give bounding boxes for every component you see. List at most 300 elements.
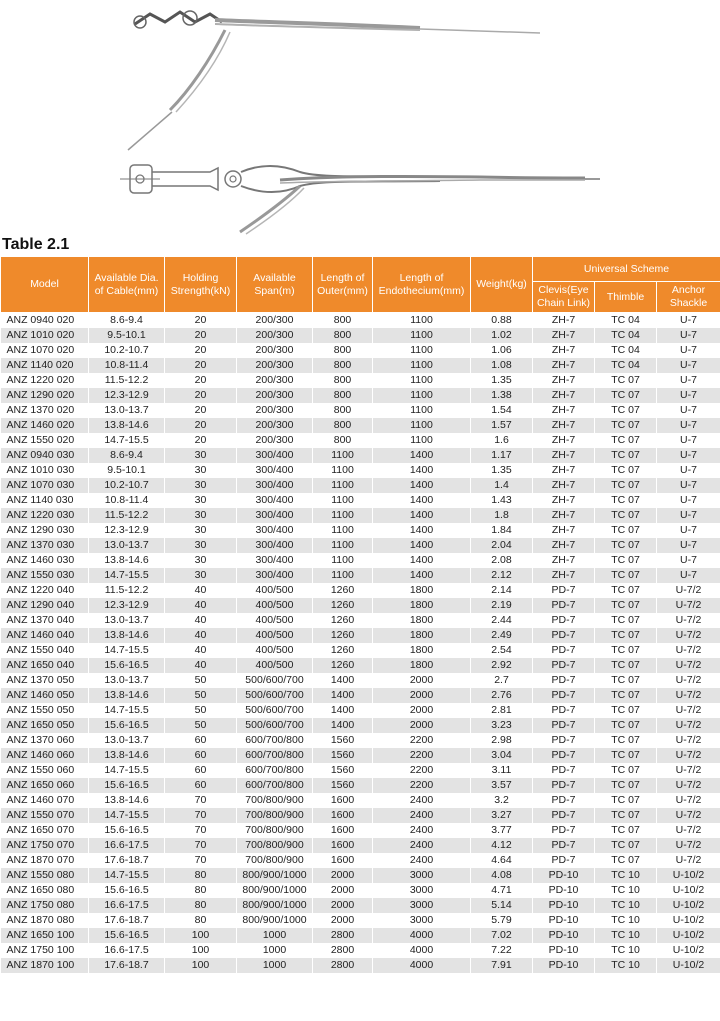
- col-header-model: Model: [1, 257, 89, 313]
- cell-anchor-shackle: U-7: [657, 358, 720, 373]
- cell-model: ANZ 1460 020: [1, 418, 89, 433]
- cell-clevis: ZH-7: [533, 553, 595, 568]
- product-illustration: [0, 0, 720, 253]
- cell-span: 200/300: [237, 358, 313, 373]
- cell-weight: 4.71: [471, 883, 533, 898]
- cell-outer-length: 2800: [313, 943, 373, 958]
- cell-cable-diameter: 13.0-13.7: [89, 613, 165, 628]
- cell-holding-strength: 50: [165, 703, 237, 718]
- table-row: [1, 718, 720, 733]
- cell-cable-diameter: 12.3-12.9: [89, 598, 165, 613]
- table-row: [1, 328, 720, 343]
- cell-outer-length: 1100: [313, 463, 373, 478]
- cell-clevis: PD-7: [533, 643, 595, 658]
- cell-span: 500/600/700: [237, 703, 313, 718]
- cell-span: 500/600/700: [237, 688, 313, 703]
- table-row: [1, 778, 720, 793]
- cell-cable-diameter: 11.5-12.2: [89, 373, 165, 388]
- cell-span: 400/500: [237, 643, 313, 658]
- cell-thimble: TC 07: [595, 688, 657, 703]
- cell-endothecium-length: 1100: [373, 403, 471, 418]
- cell-holding-strength: 30: [165, 568, 237, 583]
- cell-weight: 1.35: [471, 463, 533, 478]
- cell-anchor-shackle: U-7/2: [657, 808, 720, 823]
- cell-span: 300/400: [237, 448, 313, 463]
- cell-anchor-shackle: U-7/2: [657, 748, 720, 763]
- lower-assembly-drawing: [120, 165, 600, 234]
- cell-model: ANZ 1550 080: [1, 868, 89, 883]
- cell-anchor-shackle: U-7/2: [657, 838, 720, 853]
- cell-model: ANZ 1070 020: [1, 343, 89, 358]
- table-row: [1, 463, 720, 478]
- cell-thimble: TC 07: [595, 823, 657, 838]
- cell-weight: 2.12: [471, 568, 533, 583]
- cell-thimble: TC 07: [595, 718, 657, 733]
- cell-cable-diameter: 16.6-17.5: [89, 943, 165, 958]
- cell-clevis: ZH-7: [533, 433, 595, 448]
- cell-anchor-shackle: U-7: [657, 403, 720, 418]
- cell-weight: 3.57: [471, 778, 533, 793]
- cell-anchor-shackle: U-7/2: [657, 823, 720, 838]
- cell-holding-strength: 40: [165, 583, 237, 598]
- cell-model: ANZ 1290 040: [1, 598, 89, 613]
- table-row: [1, 613, 720, 628]
- cell-outer-length: 1600: [313, 808, 373, 823]
- cell-anchor-shackle: U-7: [657, 388, 720, 403]
- cell-clevis: ZH-7: [533, 418, 595, 433]
- cell-weight: 3.27: [471, 808, 533, 823]
- cell-holding-strength: 50: [165, 718, 237, 733]
- cell-endothecium-length: 2400: [373, 793, 471, 808]
- cell-outer-length: 1560: [313, 763, 373, 778]
- cell-holding-strength: 30: [165, 478, 237, 493]
- cell-anchor-shackle: U-7/2: [657, 778, 720, 793]
- cell-cable-diameter: 15.6-16.5: [89, 883, 165, 898]
- cell-span: 800/900/1000: [237, 883, 313, 898]
- cell-holding-strength: 20: [165, 403, 237, 418]
- cell-cable-diameter: 13.0-13.7: [89, 538, 165, 553]
- cell-weight: 2.49: [471, 628, 533, 643]
- cell-anchor-shackle: U-7/2: [657, 733, 720, 748]
- cell-endothecium-length: 1800: [373, 658, 471, 673]
- cell-model: ANZ 1370 030: [1, 538, 89, 553]
- cell-anchor-shackle: U-7/2: [657, 628, 720, 643]
- cell-model: ANZ 1370 050: [1, 673, 89, 688]
- cell-holding-strength: 100: [165, 943, 237, 958]
- cell-outer-length: 800: [313, 343, 373, 358]
- cell-cable-diameter: 14.7-15.5: [89, 643, 165, 658]
- cell-clevis: PD-7: [533, 823, 595, 838]
- table-row: [1, 703, 720, 718]
- cell-clevis: PD-10: [533, 943, 595, 958]
- cell-holding-strength: 70: [165, 853, 237, 868]
- cell-span: 700/800/900: [237, 838, 313, 853]
- cell-cable-diameter: 17.6-18.7: [89, 958, 165, 973]
- cell-outer-length: 800: [313, 403, 373, 418]
- table-caption: Table 2.1: [2, 236, 70, 253]
- cell-anchor-shackle: U-7/2: [657, 718, 720, 733]
- cell-clevis: ZH-7: [533, 388, 595, 403]
- cell-clevis: ZH-7: [533, 568, 595, 583]
- cell-clevis: PD-7: [533, 628, 595, 643]
- cell-holding-strength: 80: [165, 868, 237, 883]
- cell-model: ANZ 1750 100: [1, 943, 89, 958]
- cell-clevis: ZH-7: [533, 403, 595, 418]
- cell-anchor-shackle: U-7/2: [657, 598, 720, 613]
- table-row: [1, 898, 720, 913]
- cell-endothecium-length: 2000: [373, 688, 471, 703]
- cell-span: 300/400: [237, 523, 313, 538]
- cell-outer-length: 2000: [313, 898, 373, 913]
- cell-cable-diameter: 9.5-10.1: [89, 328, 165, 343]
- cell-holding-strength: 30: [165, 538, 237, 553]
- cell-thimble: TC 07: [595, 403, 657, 418]
- cell-model: ANZ 1220 020: [1, 373, 89, 388]
- cell-holding-strength: 30: [165, 553, 237, 568]
- table-row: [1, 883, 720, 898]
- cell-thimble: TC 10: [595, 883, 657, 898]
- cell-clevis: PD-10: [533, 883, 595, 898]
- cell-holding-strength: 20: [165, 313, 237, 329]
- cell-endothecium-length: 1400: [373, 463, 471, 478]
- cell-cable-diameter: 14.7-15.5: [89, 703, 165, 718]
- cell-endothecium-length: 2400: [373, 823, 471, 838]
- cell-anchor-shackle: U-7/2: [657, 583, 720, 598]
- cell-span: 200/300: [237, 418, 313, 433]
- cell-span: 1000: [237, 943, 313, 958]
- cell-weight: 2.14: [471, 583, 533, 598]
- cell-clevis: PD-7: [533, 748, 595, 763]
- cell-cable-diameter: 15.6-16.5: [89, 658, 165, 673]
- col-header-cable-diameter-text: Available Dia. of Cable(mm): [94, 271, 159, 297]
- table-row: [1, 658, 720, 673]
- cell-clevis: PD-7: [533, 793, 595, 808]
- cell-thimble: TC 07: [595, 463, 657, 478]
- cell-anchor-shackle: U-10/2: [657, 898, 720, 913]
- col-header-clevis: [533, 282, 595, 313]
- cell-outer-length: 1600: [313, 793, 373, 808]
- col-header-universal-scheme: Universal Scheme: [533, 257, 720, 282]
- cell-weight: 1.06: [471, 343, 533, 358]
- cell-weight: 5.79: [471, 913, 533, 928]
- cell-weight: 7.22: [471, 943, 533, 958]
- cell-span: 400/500: [237, 598, 313, 613]
- cell-span: 300/400: [237, 553, 313, 568]
- cell-holding-strength: 60: [165, 763, 237, 778]
- cell-weight: 2.92: [471, 658, 533, 673]
- cell-clevis: ZH-7: [533, 493, 595, 508]
- cell-thimble: TC 07: [595, 658, 657, 673]
- cell-endothecium-length: 3000: [373, 868, 471, 883]
- cell-anchor-shackle: U-10/2: [657, 883, 720, 898]
- cell-model: ANZ 1550 070: [1, 808, 89, 823]
- cell-span: 200/300: [237, 343, 313, 358]
- cell-span: 800/900/1000: [237, 913, 313, 928]
- cell-thimble: TC 07: [595, 433, 657, 448]
- cell-model: ANZ 1650 100: [1, 928, 89, 943]
- cell-cable-diameter: 10.8-11.4: [89, 493, 165, 508]
- cell-endothecium-length: 1800: [373, 628, 471, 643]
- cell-cable-diameter: 9.5-10.1: [89, 463, 165, 478]
- cell-holding-strength: 20: [165, 388, 237, 403]
- cell-clevis: ZH-7: [533, 538, 595, 553]
- cell-endothecium-length: 1800: [373, 598, 471, 613]
- cell-span: 700/800/900: [237, 823, 313, 838]
- cell-cable-diameter: 14.7-15.5: [89, 568, 165, 583]
- cell-weight: 2.08: [471, 553, 533, 568]
- cell-endothecium-length: 3000: [373, 898, 471, 913]
- cell-weight: 2.81: [471, 703, 533, 718]
- cell-endothecium-length: 1800: [373, 613, 471, 628]
- cell-cable-diameter: 17.6-18.7: [89, 913, 165, 928]
- table-row: [1, 733, 720, 748]
- col-header-holding-strength: [165, 257, 237, 313]
- cell-span: 600/700/800: [237, 748, 313, 763]
- cell-model: ANZ 1550 040: [1, 643, 89, 658]
- cell-model: ANZ 1550 020: [1, 433, 89, 448]
- cell-cable-diameter: 16.6-17.5: [89, 838, 165, 853]
- cell-thimble: TC 07: [595, 373, 657, 388]
- cell-endothecium-length: 1100: [373, 433, 471, 448]
- cell-clevis: PD-10: [533, 868, 595, 883]
- cell-clevis: ZH-7: [533, 328, 595, 343]
- cell-holding-strength: 80: [165, 913, 237, 928]
- cell-anchor-shackle: U-7: [657, 478, 720, 493]
- cell-weight: 4.08: [471, 868, 533, 883]
- cell-outer-length: 2800: [313, 928, 373, 943]
- cell-cable-diameter: 11.5-12.2: [89, 508, 165, 523]
- cell-holding-strength: 70: [165, 823, 237, 838]
- cell-weight: 1.17: [471, 448, 533, 463]
- cell-outer-length: 1600: [313, 838, 373, 853]
- table-row: [1, 583, 720, 598]
- cell-clevis: PD-7: [533, 718, 595, 733]
- cell-model: ANZ 1010 030: [1, 463, 89, 478]
- dead-end-assembly-drawing: [0, 0, 720, 238]
- cell-span: 800/900/1000: [237, 868, 313, 883]
- cell-anchor-shackle: U-7: [657, 448, 720, 463]
- cell-anchor-shackle: U-7/2: [657, 613, 720, 628]
- cell-anchor-shackle: U-7: [657, 343, 720, 358]
- cell-thimble: TC 10: [595, 943, 657, 958]
- table-row: [1, 793, 720, 808]
- cell-weight: 0.88: [471, 313, 533, 329]
- cell-anchor-shackle: U-7: [657, 373, 720, 388]
- cell-span: 200/300: [237, 433, 313, 448]
- cell-span: 200/300: [237, 328, 313, 343]
- cell-outer-length: 1100: [313, 448, 373, 463]
- cell-cable-diameter: 13.0-13.7: [89, 673, 165, 688]
- cell-weight: 2.76: [471, 688, 533, 703]
- cell-thimble: TC 07: [595, 418, 657, 433]
- cell-anchor-shackle: U-10/2: [657, 958, 720, 973]
- cell-thimble: TC 07: [595, 388, 657, 403]
- cell-holding-strength: 30: [165, 463, 237, 478]
- cell-outer-length: 2000: [313, 913, 373, 928]
- cell-span: 400/500: [237, 628, 313, 643]
- cell-model: ANZ 1750 070: [1, 838, 89, 853]
- cell-holding-strength: 20: [165, 433, 237, 448]
- table-row: [1, 958, 720, 973]
- cell-weight: 2.7: [471, 673, 533, 688]
- cell-cable-diameter: 13.8-14.6: [89, 688, 165, 703]
- cell-holding-strength: 20: [165, 373, 237, 388]
- cell-anchor-shackle: U-7: [657, 508, 720, 523]
- cell-endothecium-length: 1800: [373, 583, 471, 598]
- cell-anchor-shackle: U-7: [657, 463, 720, 478]
- cell-cable-diameter: 13.0-13.7: [89, 403, 165, 418]
- cell-outer-length: 800: [313, 358, 373, 373]
- cell-span: 600/700/800: [237, 778, 313, 793]
- cell-endothecium-length: 4000: [373, 958, 471, 973]
- cell-outer-length: 800: [313, 328, 373, 343]
- table-row: [1, 553, 720, 568]
- table-row: [1, 913, 720, 928]
- cell-model: ANZ 1460 030: [1, 553, 89, 568]
- cell-thimble: TC 07: [595, 853, 657, 868]
- cell-weight: 1.84: [471, 523, 533, 538]
- cell-clevis: ZH-7: [533, 463, 595, 478]
- cell-weight: 2.04: [471, 538, 533, 553]
- cell-clevis: PD-7: [533, 763, 595, 778]
- cell-holding-strength: 70: [165, 838, 237, 853]
- cell-thimble: TC 07: [595, 778, 657, 793]
- cell-outer-length: 1100: [313, 568, 373, 583]
- cell-model: ANZ 1460 070: [1, 793, 89, 808]
- cell-holding-strength: 60: [165, 748, 237, 763]
- cell-holding-strength: 20: [165, 343, 237, 358]
- table-row: [1, 598, 720, 613]
- cell-model: ANZ 1650 040: [1, 658, 89, 673]
- cell-endothecium-length: 3000: [373, 883, 471, 898]
- cell-weight: 7.91: [471, 958, 533, 973]
- cell-model: ANZ 1460 050: [1, 688, 89, 703]
- cell-clevis: PD-7: [533, 733, 595, 748]
- cell-outer-length: 1400: [313, 688, 373, 703]
- cell-thimble: TC 07: [595, 628, 657, 643]
- cell-anchor-shackle: U-10/2: [657, 943, 720, 958]
- cell-model: ANZ 1140 030: [1, 493, 89, 508]
- cell-holding-strength: 40: [165, 658, 237, 673]
- cell-outer-length: 2000: [313, 883, 373, 898]
- cell-outer-length: 1560: [313, 733, 373, 748]
- cell-clevis: PD-10: [533, 898, 595, 913]
- cell-span: 300/400: [237, 493, 313, 508]
- cell-span: 400/500: [237, 583, 313, 598]
- cell-outer-length: 1400: [313, 673, 373, 688]
- cell-span: 300/400: [237, 568, 313, 583]
- cell-holding-strength: 30: [165, 523, 237, 538]
- cell-holding-strength: 20: [165, 418, 237, 433]
- cell-cable-diameter: 11.5-12.2: [89, 583, 165, 598]
- cell-weight: 1.57: [471, 418, 533, 433]
- cell-thimble: TC 07: [595, 763, 657, 778]
- cell-holding-strength: 100: [165, 928, 237, 943]
- cell-model: ANZ 1370 020: [1, 403, 89, 418]
- col-header-outer-length-text: Length of Outer(mm): [317, 271, 368, 297]
- col-header-holding-strength-text: Holding Strength(kN): [170, 271, 231, 297]
- col-header-cable-diameter: [89, 257, 165, 313]
- cell-model: ANZ 1550 050: [1, 703, 89, 718]
- cell-thimble: TC 07: [595, 838, 657, 853]
- cell-clevis: ZH-7: [533, 343, 595, 358]
- cell-cable-diameter: 13.8-14.6: [89, 793, 165, 808]
- cell-thimble: TC 10: [595, 898, 657, 913]
- cell-anchor-shackle: U-7: [657, 328, 720, 343]
- cell-model: ANZ 1750 080: [1, 898, 89, 913]
- cell-outer-length: 800: [313, 388, 373, 403]
- cell-endothecium-length: 1400: [373, 553, 471, 568]
- cell-thimble: TC 07: [595, 553, 657, 568]
- cell-holding-strength: 50: [165, 688, 237, 703]
- cell-anchor-shackle: U-7/2: [657, 688, 720, 703]
- table-row: [1, 823, 720, 838]
- cell-cable-diameter: 14.7-15.5: [89, 763, 165, 778]
- cell-holding-strength: 40: [165, 628, 237, 643]
- cell-model: ANZ 1650 080: [1, 883, 89, 898]
- cell-cable-diameter: 12.3-12.9: [89, 388, 165, 403]
- cell-thimble: TC 04: [595, 358, 657, 373]
- col-header-endothecium-length-text: Length of Endothecium(mm): [378, 271, 465, 297]
- cell-weight: 4.12: [471, 838, 533, 853]
- col-header-clevis-text: Clevis(Eye Chain Link): [536, 284, 591, 309]
- cell-outer-length: 1100: [313, 523, 373, 538]
- cell-holding-strength: 100: [165, 958, 237, 973]
- cell-span: 400/500: [237, 658, 313, 673]
- cell-model: ANZ 1290 030: [1, 523, 89, 538]
- col-header-anchor-shackle: [657, 282, 720, 313]
- specification-table: [0, 256, 720, 973]
- cell-clevis: ZH-7: [533, 478, 595, 493]
- cell-clevis: PD-7: [533, 598, 595, 613]
- cell-anchor-shackle: U-7: [657, 493, 720, 508]
- cell-cable-diameter: 13.0-13.7: [89, 733, 165, 748]
- cell-weight: 7.02: [471, 928, 533, 943]
- table-row: [1, 448, 720, 463]
- cell-outer-length: 1260: [313, 628, 373, 643]
- cell-model: ANZ 1870 100: [1, 958, 89, 973]
- cell-endothecium-length: 2000: [373, 703, 471, 718]
- cell-clevis: PD-7: [533, 778, 595, 793]
- cell-anchor-shackle: U-7/2: [657, 793, 720, 808]
- cell-holding-strength: 40: [165, 643, 237, 658]
- cell-model: ANZ 1650 050: [1, 718, 89, 733]
- cell-span: 1000: [237, 928, 313, 943]
- cell-outer-length: 1260: [313, 613, 373, 628]
- cell-endothecium-length: 1400: [373, 568, 471, 583]
- cell-clevis: ZH-7: [533, 448, 595, 463]
- cell-model: ANZ 1870 080: [1, 913, 89, 928]
- table-row: [1, 808, 720, 823]
- cell-holding-strength: 80: [165, 883, 237, 898]
- cell-model: ANZ 1650 070: [1, 823, 89, 838]
- cell-thimble: TC 10: [595, 928, 657, 943]
- cell-model: ANZ 1290 020: [1, 388, 89, 403]
- cell-holding-strength: 50: [165, 673, 237, 688]
- cell-clevis: PD-10: [533, 958, 595, 973]
- cell-weight: 3.2: [471, 793, 533, 808]
- cell-clevis: ZH-7: [533, 373, 595, 388]
- cell-endothecium-length: 1400: [373, 448, 471, 463]
- cell-outer-length: 1260: [313, 583, 373, 598]
- cell-span: 300/400: [237, 508, 313, 523]
- cell-cable-diameter: 8.6-9.4: [89, 448, 165, 463]
- cell-model: ANZ 0940 020: [1, 313, 89, 329]
- col-header-outer-length: [313, 257, 373, 313]
- cell-clevis: ZH-7: [533, 508, 595, 523]
- cell-clevis: PD-7: [533, 838, 595, 853]
- cell-span: 300/400: [237, 538, 313, 553]
